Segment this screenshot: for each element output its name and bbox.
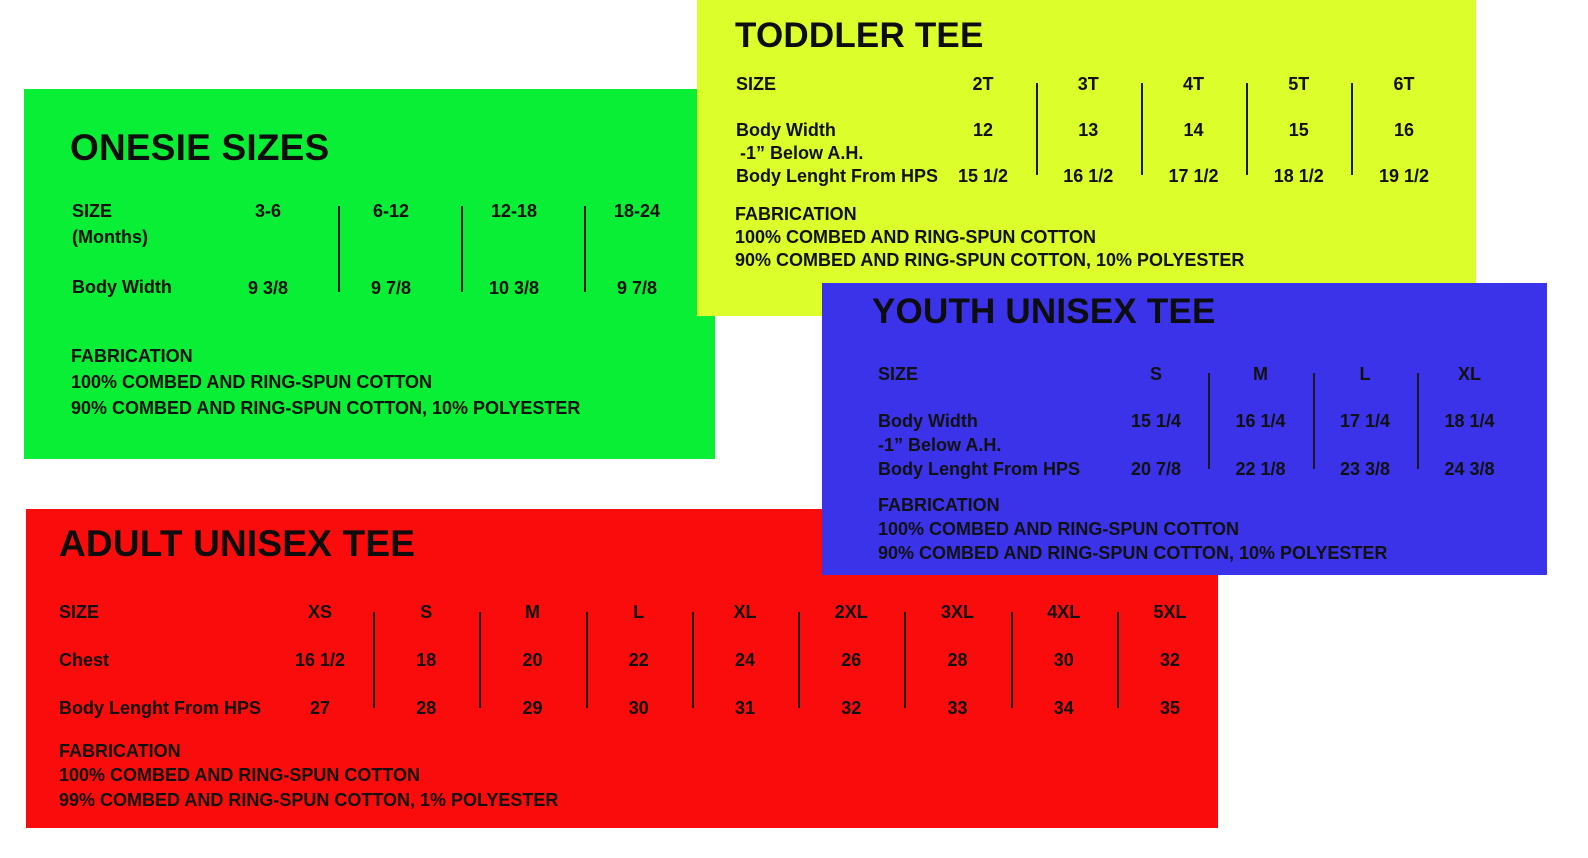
onesie-cell: 9 3/8 (247, 278, 289, 298)
youth-fabrication-line: 100% COMBED AND RING-SPUN COTTON (878, 519, 1240, 539)
youth-row-label: Body Lenght From HPS (878, 459, 1080, 479)
adult-cell: 32 (841, 698, 862, 718)
adult-size-xl: XL (733, 602, 757, 622)
adult-size-m: M (525, 602, 540, 622)
onesie-column-divider (461, 206, 463, 292)
onesie-cell: 9 7/8 (616, 278, 658, 298)
toddler-fabrication-line: 100% COMBED AND RING-SPUN COTTON (735, 227, 1097, 247)
adult-fabrication-line: 99% COMBED AND RING-SPUN COTTON, 1% POLYESTER (59, 790, 559, 810)
youth-cell: 22 1/8 (1235, 459, 1286, 479)
adult-size-3xl: 3XL (940, 602, 975, 622)
adult-size-5xl: 5XL (1153, 602, 1187, 622)
toddler-cell: 16 1/2 (1063, 166, 1114, 186)
adult-cell: 32 (1159, 650, 1181, 670)
adult-cell: 28 (416, 698, 437, 718)
toddler-column-divider (1351, 83, 1353, 175)
youth-cell: 16 1/4 (1235, 411, 1286, 431)
toddler-size-4t: 4T (1182, 74, 1205, 94)
toddler-size-card (697, 0, 1476, 316)
youth-cell: 15 1/4 (1130, 411, 1182, 431)
adult-size-xs: XS (307, 602, 333, 622)
adult-fabrication-heading: FABRICATION (59, 741, 181, 761)
adult-cell: 30 (1053, 650, 1074, 670)
adult-size-4xl: 4XL (1047, 602, 1081, 622)
adult-fabrication-line: 100% COMBED AND RING-SPUN COTTON (59, 765, 421, 785)
onesie-cell: 10 3/8 (488, 278, 540, 298)
youth-cell: 23 3/8 (1339, 459, 1391, 479)
onesie-size-3-6: 3-6 (254, 201, 282, 221)
youth-row-label: -1” Below A.H. (878, 435, 1002, 455)
adult-row-label: Body Lenght From HPS (59, 698, 261, 718)
adult-column-divider (373, 612, 375, 708)
toddler-row-label: Body Width (736, 120, 836, 140)
toddler-cell: 14 (1183, 120, 1204, 140)
toddler-cell: 13 (1078, 120, 1099, 140)
youth-size-m: M (1253, 364, 1268, 384)
youth-column-divider (1417, 373, 1419, 469)
onesie-column-divider (584, 206, 586, 292)
toddler-cell: 17 1/2 (1168, 166, 1219, 186)
adult-cell: 33 (947, 698, 968, 718)
toddler-column-divider (1036, 83, 1038, 175)
adult-column-divider (1117, 612, 1119, 708)
youth-size-l: L (1359, 364, 1371, 384)
toddler-fabrication-line: 90% COMBED AND RING-SPUN COTTON, 10% POLYESTER (735, 250, 1245, 270)
toddler-size-2t: 2T (972, 74, 994, 94)
toddler-cell: 12 (972, 120, 994, 140)
adult-cell: 18 (416, 650, 437, 670)
adult-cell: 35 (1159, 698, 1181, 718)
adult-cell: 20 (522, 650, 543, 670)
youth-cell: 18 1/4 (1444, 411, 1495, 431)
adult-row-label: Chest (59, 650, 110, 670)
youth-size-xl: XL (1457, 364, 1482, 384)
onesie-size-6-12: 6-12 (372, 201, 410, 221)
youth-cell: 20 7/8 (1130, 459, 1182, 479)
youth-cell: 24 3/8 (1444, 459, 1495, 479)
adult-size-2xl: 2XL (834, 602, 868, 622)
onesie-size-18-24: 18-24 (613, 201, 661, 221)
toddler-cell: 15 1/2 (957, 166, 1009, 186)
youth-column-divider (1208, 373, 1210, 469)
adult-column-divider (479, 612, 481, 708)
adult-column-divider (586, 612, 588, 708)
onesie-size-12-18: 12-18 (490, 201, 538, 221)
youth-size-label: SIZE (878, 364, 919, 384)
onesie-cell: 9 7/8 (370, 278, 412, 298)
youth-size-card (822, 283, 1547, 575)
onesie-row-label: Body Width (72, 277, 172, 297)
adult-cell: 27 (309, 698, 331, 718)
toddler-column-divider (1141, 83, 1143, 175)
adult-column-divider (1011, 612, 1013, 708)
adult-cell: 28 (947, 650, 968, 670)
toddler-cell: 16 (1393, 120, 1415, 140)
adult-cell: 30 (628, 698, 649, 718)
toddler-cell: 19 1/2 (1378, 166, 1430, 186)
adult-cell: 29 (522, 698, 543, 718)
adult-cell: 31 (734, 698, 756, 718)
onesie-column-divider (338, 206, 340, 292)
adult-cell: 22 (628, 650, 649, 670)
toddler-fabrication-heading: FABRICATION (735, 204, 857, 224)
onesie-size-label: SIZE (72, 201, 113, 221)
toddler-column-divider (1246, 83, 1248, 175)
toddler-cell: 18 1/2 (1273, 166, 1324, 186)
youth-cell: 17 1/4 (1339, 411, 1391, 431)
toddler-row-label: Body Lenght From HPS (736, 166, 938, 186)
youth-fabrication-line: 90% COMBED AND RING-SPUN COTTON, 10% POLYESTER (878, 543, 1388, 563)
toddler-size-5t: 5T (1288, 74, 1310, 94)
onesie-size-label-sub: (Months) (72, 227, 148, 247)
adult-title: ADULT UNISEX TEE (59, 523, 416, 564)
onesie-title: ONESIE SIZES (70, 127, 330, 168)
toddler-cell: 15 (1288, 120, 1309, 140)
onesie-size-card (24, 89, 715, 459)
toddler-size-label: SIZE (736, 74, 777, 94)
toddler-row-label: -1” Below A.H. (740, 143, 864, 163)
toddler-title: TODDLER TEE (735, 16, 984, 55)
adult-size-s: S (420, 602, 433, 622)
adult-cell: 34 (1053, 698, 1074, 718)
youth-column-divider (1313, 373, 1315, 469)
toddler-size-3t: 3T (1077, 74, 1099, 94)
onesie-fabrication-heading: FABRICATION (71, 346, 193, 366)
adult-size-label: SIZE (59, 602, 100, 622)
toddler-size-6t: 6T (1393, 74, 1415, 94)
youth-title: YOUTH UNISEX TEE (872, 292, 1216, 331)
youth-row-label: Body Width (878, 411, 978, 431)
youth-fabrication-heading: FABRICATION (878, 495, 1000, 515)
adult-column-divider (798, 612, 800, 708)
youth-size-s: S (1149, 364, 1163, 384)
onesie-fabrication-line: 90% COMBED AND RING-SPUN COTTON, 10% POLYESTER (71, 398, 581, 418)
adult-cell: 16 1/2 (294, 650, 346, 670)
onesie-fabrication-line: 100% COMBED AND RING-SPUN COTTON (71, 372, 433, 392)
adult-cell: 24 (734, 650, 756, 670)
adult-column-divider (692, 612, 694, 708)
adult-size-l: L (633, 602, 645, 622)
adult-cell: 26 (841, 650, 862, 670)
adult-column-divider (904, 612, 906, 708)
